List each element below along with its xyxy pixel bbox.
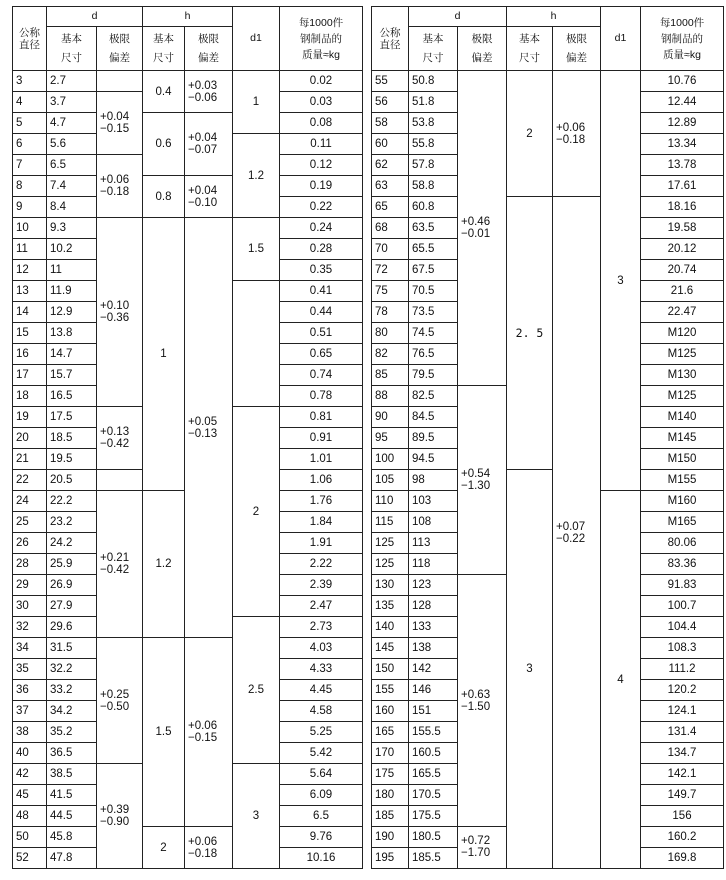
header-d1: d1 (601, 7, 641, 71)
nominal-cell: 160 (372, 701, 409, 722)
d-basic-cell: 128 (409, 596, 458, 617)
mass-cell: 17.61 (641, 176, 724, 197)
mass-cell: 120.2 (641, 680, 724, 701)
d-basic-cell: 79.5 (409, 365, 458, 386)
d-basic-cell: 113 (409, 533, 458, 554)
header-d-basic: 基本 尺寸 (409, 27, 458, 71)
d-basic-cell: 180.5 (409, 827, 458, 848)
mass-cell: 131.4 (641, 722, 724, 743)
d-basic-cell: 29.6 (47, 617, 97, 638)
nominal-cell: 20 (13, 428, 47, 449)
h-basic-cell: 1.5 (143, 638, 185, 827)
d-basic-cell: 2.7 (47, 71, 97, 92)
nominal-cell: 130 (372, 575, 409, 596)
nominal-cell: 48 (13, 806, 47, 827)
nominal-cell: 37 (13, 701, 47, 722)
mass-cell: 83.36 (641, 554, 724, 575)
h-tol-cell: +0.04 −0.07 (185, 113, 233, 176)
d-basic-cell: 160.5 (409, 743, 458, 764)
d1-cell: 3 (233, 764, 280, 869)
nominal-cell: 85 (372, 365, 409, 386)
h-tol-cell: +0.07 −0.22 (553, 197, 601, 869)
d-basic-cell: 151 (409, 701, 458, 722)
d-basic-cell: 13.8 (47, 323, 97, 344)
mass-cell: 4.45 (280, 680, 363, 701)
nominal-cell: 105 (372, 470, 409, 491)
d1-cell: 1 (233, 71, 280, 134)
d-basic-cell: 14.7 (47, 344, 97, 365)
mass-cell: 5.42 (280, 743, 363, 764)
mass-cell: 160.2 (641, 827, 724, 848)
d-basic-cell: 70.5 (409, 281, 458, 302)
h-basic-cell: 1 (143, 218, 185, 491)
nominal-cell: 42 (13, 764, 47, 785)
nominal-cell: 140 (372, 617, 409, 638)
d-basic-cell: 50.8 (409, 71, 458, 92)
nominal-cell: 35 (13, 659, 47, 680)
d-basic-cell: 44.5 (47, 806, 97, 827)
d1-cell: 4 (601, 491, 641, 869)
d-tol-cell: +0.72 −1.70 (458, 827, 507, 869)
h-basic-cell: 2 (507, 71, 553, 197)
mass-cell: 10.76 (641, 71, 724, 92)
d-basic-cell: 60.8 (409, 197, 458, 218)
nominal-cell: 11 (13, 239, 47, 260)
mass-cell: 100.7 (641, 596, 724, 617)
d-basic-cell: 9.3 (47, 218, 97, 239)
h-basic-cell: 0.4 (143, 71, 185, 113)
d-basic-cell: 170.5 (409, 785, 458, 806)
nominal-cell: 30 (13, 596, 47, 617)
mass-cell: 91.83 (641, 575, 724, 596)
nominal-cell: 12 (13, 260, 47, 281)
mass-cell: 111.2 (641, 659, 724, 680)
mass-cell: M125 (641, 386, 724, 407)
nominal-cell: 15 (13, 323, 47, 344)
spec-table-right (371, 6, 724, 869)
mass-cell: M160 (641, 491, 724, 512)
d-basic-cell: 58.8 (409, 176, 458, 197)
mass-cell: 6.5 (280, 806, 363, 827)
h-tol-cell: +0.06 −0.18 (185, 827, 233, 869)
nominal-cell: 34 (13, 638, 47, 659)
d-basic-cell: 26.9 (47, 575, 97, 596)
mass-cell: 6.09 (280, 785, 363, 806)
d-tol-cell: +0.63 −1.50 (458, 575, 507, 827)
d-tol-cell: +0.54 −1.30 (458, 386, 507, 575)
d-basic-cell: 11 (47, 260, 97, 281)
mass-cell: 4.58 (280, 701, 363, 722)
d-basic-cell: 76.5 (409, 344, 458, 365)
d-tol-cell: +0.06 −0.18 (97, 155, 143, 218)
d-basic-cell: 185.5 (409, 848, 458, 869)
nominal-cell: 50 (13, 827, 47, 848)
nominal-cell: 3 (13, 71, 47, 92)
mass-cell: 142.1 (641, 764, 724, 785)
header-nominal-diameter: 公称 直径 (372, 7, 409, 71)
nominal-cell: 155 (372, 680, 409, 701)
nominal-cell: 110 (372, 491, 409, 512)
d-basic-cell: 108 (409, 512, 458, 533)
header-d-limit: 极限 偏差 (458, 27, 507, 71)
d-basic-cell: 65.5 (409, 239, 458, 260)
nominal-cell: 55 (372, 71, 409, 92)
d-basic-cell: 41.5 (47, 785, 97, 806)
d-basic-cell: 25.9 (47, 554, 97, 575)
nominal-cell: 17 (13, 365, 47, 386)
d-basic-cell: 27.9 (47, 596, 97, 617)
mass-cell: 104.4 (641, 617, 724, 638)
mass-cell: 1.76 (280, 491, 363, 512)
d-basic-cell: 89.5 (409, 428, 458, 449)
nominal-cell: 68 (372, 218, 409, 239)
d1-cell: 3 (601, 71, 641, 491)
nominal-cell: 36 (13, 680, 47, 701)
mass-cell: 149.7 (641, 785, 724, 806)
mass-cell: 4.03 (280, 638, 363, 659)
d-basic-cell: 19.5 (47, 449, 97, 470)
mass-cell: M120 (641, 323, 724, 344)
header-h: h (507, 7, 601, 27)
mass-cell: 1.06 (280, 470, 363, 491)
h-basic-cell: 0.8 (143, 176, 185, 218)
mass-cell: 0.28 (280, 239, 363, 260)
mass-cell: 0.22 (280, 197, 363, 218)
h-tol-cell: +0.05 −0.13 (185, 218, 233, 638)
nominal-cell: 24 (13, 491, 47, 512)
nominal-cell: 72 (372, 260, 409, 281)
mass-cell: 134.7 (641, 743, 724, 764)
d-basic-cell: 103 (409, 491, 458, 512)
nominal-cell: 10 (13, 218, 47, 239)
mass-cell: 22.47 (641, 302, 724, 323)
d-basic-cell: 74.5 (409, 323, 458, 344)
nominal-cell: 6 (13, 134, 47, 155)
d-tol-empty (97, 470, 143, 491)
mass-cell: 0.44 (280, 302, 363, 323)
mass-cell: 0.35 (280, 260, 363, 281)
d-basic-cell: 36.5 (47, 743, 97, 764)
mass-cell: 0.03 (280, 92, 363, 113)
d-tol-cell: +0.04 −0.15 (97, 92, 143, 155)
nominal-cell: 4 (13, 92, 47, 113)
nominal-cell: 70 (372, 239, 409, 260)
mass-cell: M155 (641, 470, 724, 491)
header-d-limit: 极限 偏差 (97, 27, 143, 71)
mass-cell: 2.73 (280, 617, 363, 638)
nominal-cell: 16 (13, 344, 47, 365)
d-basic-cell: 11.9 (47, 281, 97, 302)
nominal-cell: 38 (13, 722, 47, 743)
nominal-cell: 22 (13, 470, 47, 491)
mass-cell: 21.6 (641, 281, 724, 302)
mass-cell: 108.3 (641, 638, 724, 659)
mass-cell: 9.76 (280, 827, 363, 848)
nominal-cell: 95 (372, 428, 409, 449)
h-basic-cell: 2 (143, 827, 185, 869)
header-mass: 每1000件 钢制品的 质量≈kg (641, 7, 724, 71)
d-basic-cell: 165.5 (409, 764, 458, 785)
nominal-cell: 9 (13, 197, 47, 218)
nominal-cell: 135 (372, 596, 409, 617)
mass-cell: 0.11 (280, 134, 363, 155)
d-basic-cell: 38.5 (47, 764, 97, 785)
mass-cell: 12.44 (641, 92, 724, 113)
nominal-cell: 100 (372, 449, 409, 470)
mass-cell: 4.33 (280, 659, 363, 680)
nominal-cell: 32 (13, 617, 47, 638)
d-basic-cell: 24.2 (47, 533, 97, 554)
nominal-cell: 62 (372, 155, 409, 176)
nominal-cell: 7 (13, 155, 47, 176)
mass-cell: 20.12 (641, 239, 724, 260)
d-basic-cell: 82.5 (409, 386, 458, 407)
d-basic-cell: 33.2 (47, 680, 97, 701)
d-basic-cell: 22.2 (47, 491, 97, 512)
d-basic-cell: 6.5 (47, 155, 97, 176)
nominal-cell: 26 (13, 533, 47, 554)
d-basic-cell: 23.2 (47, 512, 97, 533)
d-tol-cell: +0.21 −0.42 (97, 491, 143, 638)
header-d1: d1 (233, 7, 280, 71)
d-basic-cell: 4.7 (47, 113, 97, 134)
nominal-cell: 80 (372, 323, 409, 344)
d-basic-cell: 133 (409, 617, 458, 638)
mass-cell: M165 (641, 512, 724, 533)
d-basic-cell: 123 (409, 575, 458, 596)
mass-cell: 169.8 (641, 848, 724, 869)
nominal-cell: 8 (13, 176, 47, 197)
mass-cell: 2.47 (280, 596, 363, 617)
mass-cell: 18.16 (641, 197, 724, 218)
nominal-cell: 45 (13, 785, 47, 806)
h-tol-cell: +0.04 −0.10 (185, 176, 233, 218)
nominal-cell: 28 (13, 554, 47, 575)
d-basic-cell: 12.9 (47, 302, 97, 323)
mass-cell: 0.08 (280, 113, 363, 134)
mass-cell: M130 (641, 365, 724, 386)
h-tol-cell: +0.03 −0.06 (185, 71, 233, 113)
mass-cell: 0.91 (280, 428, 363, 449)
nominal-cell: 18 (13, 386, 47, 407)
nominal-cell: 195 (372, 848, 409, 869)
h-basic-cell: 3 (507, 470, 553, 869)
header-nominal-diameter: 公称 直径 (13, 7, 47, 71)
mass-cell: 12.89 (641, 113, 724, 134)
mass-cell: 0.81 (280, 407, 363, 428)
mass-cell: M140 (641, 407, 724, 428)
nominal-cell: 5 (13, 113, 47, 134)
d-basic-cell: 175.5 (409, 806, 458, 827)
d-basic-cell: 53.8 (409, 113, 458, 134)
mass-cell: 5.25 (280, 722, 363, 743)
spec-table-left (12, 6, 363, 869)
d-tol-cell: +0.25 −0.50 (97, 638, 143, 764)
nominal-cell: 40 (13, 743, 47, 764)
nominal-cell: 63 (372, 176, 409, 197)
nominal-cell: 56 (372, 92, 409, 113)
nominal-cell: 170 (372, 743, 409, 764)
nominal-cell: 90 (372, 407, 409, 428)
nominal-cell: 21 (13, 449, 47, 470)
d-basic-cell: 32.2 (47, 659, 97, 680)
mass-cell: 1.91 (280, 533, 363, 554)
nominal-cell: 14 (13, 302, 47, 323)
header-mass: 每1000件 钢制品的 质量≈kg (280, 7, 363, 71)
d-basic-cell: 84.5 (409, 407, 458, 428)
d1-cell: 1.2 (233, 134, 280, 218)
d-basic-cell: 118 (409, 554, 458, 575)
d-tol-cell: +0.46 −0.01 (458, 71, 507, 386)
mass-cell: 124.1 (641, 701, 724, 722)
nominal-cell: 60 (372, 134, 409, 155)
mass-cell: 13.78 (641, 155, 724, 176)
header-d: d (47, 7, 143, 27)
nominal-cell: 19 (13, 407, 47, 428)
mass-cell: 13.34 (641, 134, 724, 155)
nominal-cell: 75 (372, 281, 409, 302)
mass-cell: 1.01 (280, 449, 363, 470)
d-basic-cell: 47.8 (47, 848, 97, 869)
d1-cell: 2.5 (233, 617, 280, 764)
d-tol-cell: +0.10 −0.36 (97, 218, 143, 407)
nominal-cell: 125 (372, 533, 409, 554)
mass-cell: 2.39 (280, 575, 363, 596)
mass-cell: 0.78 (280, 386, 363, 407)
d-tol-empty (97, 71, 143, 92)
mass-cell: 0.02 (280, 71, 363, 92)
header-h-basic: 基本 尺寸 (507, 27, 553, 71)
header-h-limit: 极限 偏差 (553, 27, 601, 71)
nominal-cell: 88 (372, 386, 409, 407)
d-basic-cell: 31.5 (47, 638, 97, 659)
h-basic-cell: 1.2 (143, 491, 185, 638)
mass-cell: 2.22 (280, 554, 363, 575)
mass-cell: 0.41 (280, 281, 363, 302)
nominal-cell: 82 (372, 344, 409, 365)
mass-cell: 156 (641, 806, 724, 827)
header-h: h (143, 7, 233, 27)
d-basic-cell: 10.2 (47, 239, 97, 260)
d-basic-cell: 57.8 (409, 155, 458, 176)
nominal-cell: 190 (372, 827, 409, 848)
d-basic-cell: 138 (409, 638, 458, 659)
d-tol-cell: +0.13 −0.42 (97, 407, 143, 470)
nominal-cell: 58 (372, 113, 409, 134)
header-h-basic: 基本 尺寸 (143, 27, 185, 71)
d-basic-cell: 5.6 (47, 134, 97, 155)
d-basic-cell: 55.8 (409, 134, 458, 155)
header-h-limit: 极限 偏差 (185, 27, 233, 71)
mass-cell: 0.74 (280, 365, 363, 386)
d-basic-cell: 3.7 (47, 92, 97, 113)
mass-cell: 1.84 (280, 512, 363, 533)
d-basic-cell: 17.5 (47, 407, 97, 428)
d1-empty (233, 281, 280, 407)
mass-cell: M150 (641, 449, 724, 470)
d-basic-cell: 16.5 (47, 386, 97, 407)
nominal-cell: 150 (372, 659, 409, 680)
d-basic-cell: 34.2 (47, 701, 97, 722)
d-basic-cell: 94.5 (409, 449, 458, 470)
mass-cell: 0.24 (280, 218, 363, 239)
nominal-cell: 29 (13, 575, 47, 596)
nominal-cell: 175 (372, 764, 409, 785)
mass-cell: 80.06 (641, 533, 724, 554)
d-basic-cell: 146 (409, 680, 458, 701)
nominal-cell: 52 (13, 848, 47, 869)
header-d: d (409, 7, 507, 27)
header-d-basic: 基本 尺寸 (47, 27, 97, 71)
mass-cell: 19.58 (641, 218, 724, 239)
mass-cell: 5.64 (280, 764, 363, 785)
d-basic-cell: 51.8 (409, 92, 458, 113)
d-basic-cell: 35.2 (47, 722, 97, 743)
h-tol-cell: +0.06 −0.15 (185, 638, 233, 827)
h-tol-cell: +0.06 −0.18 (553, 71, 601, 197)
nominal-cell: 165 (372, 722, 409, 743)
d-basic-cell: 7.4 (47, 176, 97, 197)
nominal-cell: 115 (372, 512, 409, 533)
nominal-cell: 78 (372, 302, 409, 323)
mass-cell: 10.16 (280, 848, 363, 869)
d-basic-cell: 98 (409, 470, 458, 491)
d-basic-cell: 8.4 (47, 197, 97, 218)
nominal-cell: 180 (372, 785, 409, 806)
mass-cell: 0.12 (280, 155, 363, 176)
nominal-cell: 145 (372, 638, 409, 659)
h-basic-cell: 0.6 (143, 113, 185, 176)
mass-cell: 0.65 (280, 344, 363, 365)
d1-cell: 2 (233, 407, 280, 617)
d-basic-cell: 155.5 (409, 722, 458, 743)
nominal-cell: 25 (13, 512, 47, 533)
mass-cell: 0.19 (280, 176, 363, 197)
nominal-cell: 13 (13, 281, 47, 302)
d-basic-cell: 15.7 (47, 365, 97, 386)
d-basic-cell: 73.5 (409, 302, 458, 323)
d-basic-cell: 45.8 (47, 827, 97, 848)
mass-cell: M125 (641, 344, 724, 365)
mass-cell: 0.51 (280, 323, 363, 344)
d-basic-cell: 142 (409, 659, 458, 680)
d-tol-cell: +0.39 −0.90 (97, 764, 143, 869)
nominal-cell: 125 (372, 554, 409, 575)
nominal-cell: 65 (372, 197, 409, 218)
nominal-cell: 185 (372, 806, 409, 827)
d-basic-cell: 20.5 (47, 470, 97, 491)
mass-cell: 20.74 (641, 260, 724, 281)
d-basic-cell: 63.5 (409, 218, 458, 239)
h-basic-cell: 2. 5 (507, 197, 553, 470)
d-basic-cell: 67.5 (409, 260, 458, 281)
mass-cell: M145 (641, 428, 724, 449)
d1-cell: 1.5 (233, 218, 280, 281)
d-basic-cell: 18.5 (47, 428, 97, 449)
